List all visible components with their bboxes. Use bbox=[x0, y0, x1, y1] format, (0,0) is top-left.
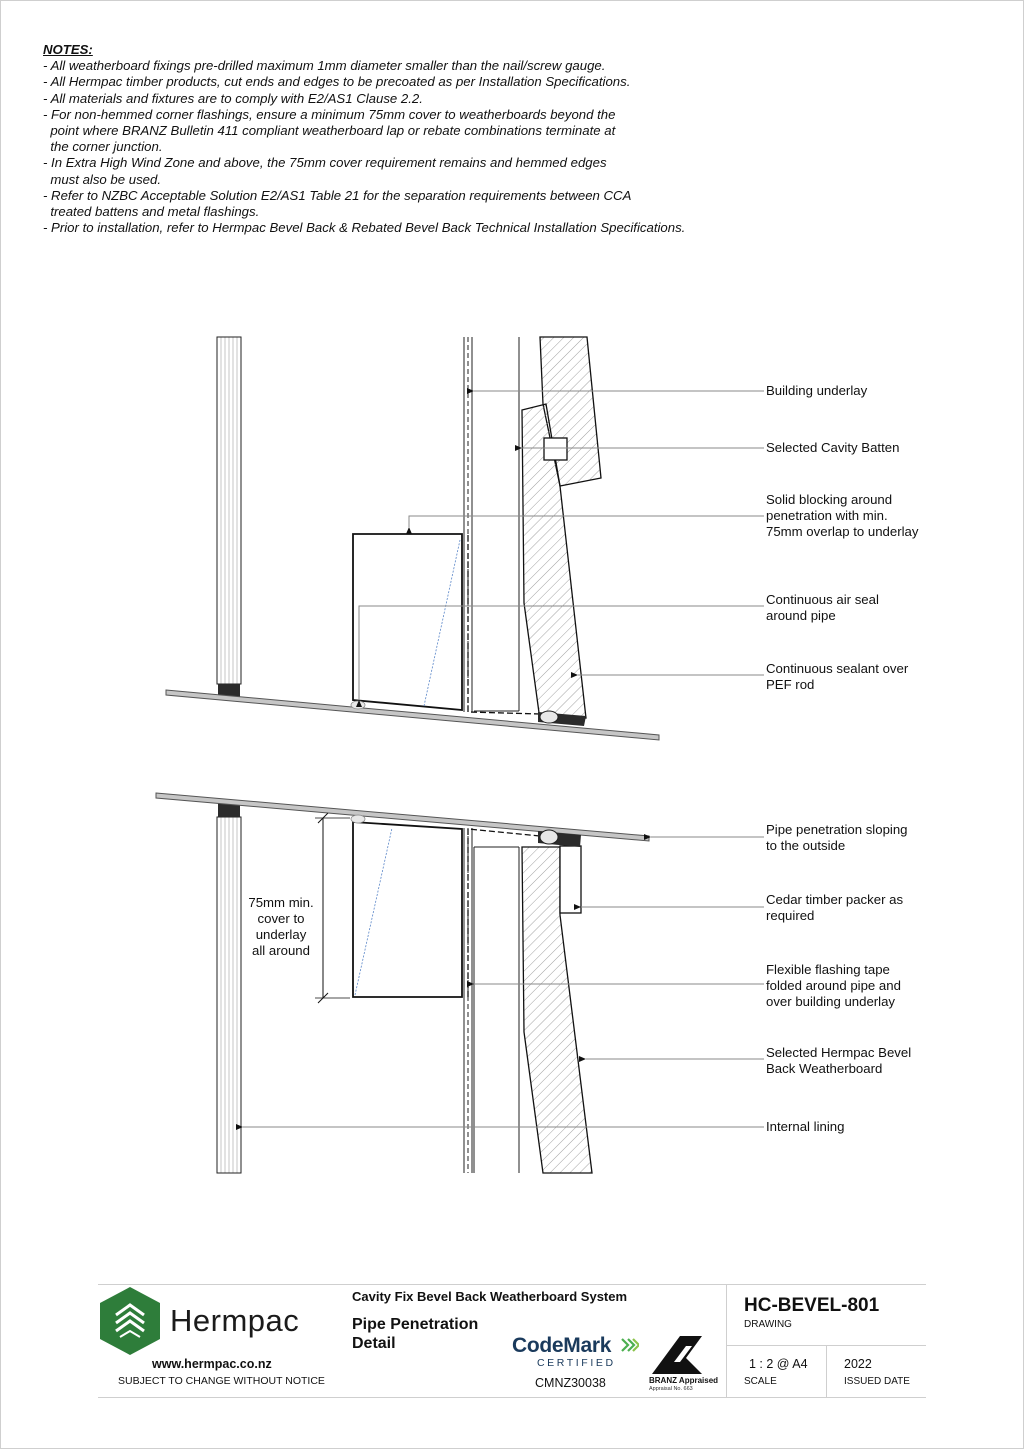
label-pipe-slope: Pipe penetration sloping to the outside bbox=[766, 822, 908, 853]
codemark-arrows-icon bbox=[621, 1337, 639, 1353]
note-line: - All weatherboard fixings pre-drilled maximum 1mm diameter smaller than the nail/screw gauge. bbox=[43, 58, 606, 74]
cavity-batten bbox=[544, 438, 567, 460]
issued-date-label: ISSUED DATE bbox=[844, 1376, 910, 1387]
hermpac-logo-icon bbox=[98, 1285, 162, 1357]
note-line: treated battens and metal flashings. bbox=[43, 204, 260, 220]
label-cavity-batten: Selected Cavity Batten bbox=[766, 440, 900, 455]
cover-dimension bbox=[315, 813, 350, 1003]
label-weatherboard: Selected Hermpac Bevel Back Weatherboard bbox=[766, 1045, 912, 1076]
branz-number: Appraisal No. 663 bbox=[649, 1386, 693, 1392]
label-building-underlay: Building underlay bbox=[766, 383, 868, 398]
note-line: - All Hermpac timber products, cut ends and edges to be precoated as per Installation Specifications. bbox=[43, 74, 631, 90]
internal-lining bbox=[217, 337, 241, 1173]
system-title: Cavity Fix Bevel Back Weatherboard System bbox=[352, 1289, 628, 1304]
drawing-number-label: DRAWING bbox=[744, 1319, 792, 1330]
leader-lines bbox=[243, 391, 764, 1127]
note-line: - In Extra High Wind Zone and above, the 75mm cover requirement remains and hemmed edges bbox=[43, 155, 607, 171]
scale-value: 1 : 2 @ A4 bbox=[749, 1357, 808, 1371]
label-air-seal: Continuous air seal around pipe bbox=[766, 592, 879, 623]
cert-number: CMNZ30038 bbox=[535, 1376, 606, 1390]
note-line: - Refer to NZBC Acceptable Solution E2/AS1 Table 21 for the separation requirements between CCA bbox=[43, 187, 632, 203]
note-line: - Prior to installation, refer to Hermpac Bevel Back & Rebated Bevel Back Technical Installation Specifications. bbox=[43, 220, 686, 236]
label-flashing-tape: Flexible flashing tape folded around pipe and over building underlay bbox=[766, 962, 901, 1009]
title-block-cell-divider bbox=[826, 1345, 827, 1397]
label-internal-lining: Internal lining bbox=[766, 1119, 845, 1134]
label-cover-dimension: 75mm min. cover to underlay all around bbox=[248, 895, 314, 958]
brand-name: Hermpac bbox=[170, 1303, 300, 1338]
label-solid-blocking: Solid blocking around penetration with min. 75mm overlap to underlay bbox=[766, 492, 919, 539]
weatherboard bbox=[522, 337, 601, 1173]
title-block-top-rule bbox=[98, 1284, 926, 1285]
title-block-bottom-rule bbox=[98, 1397, 926, 1398]
notes-title: NOTES: bbox=[43, 42, 93, 57]
label-sealant: Continuous sealant over PEF rod bbox=[766, 661, 909, 692]
note-line: point where BRANZ Bulletin 411 compliant weatherboard lap or rebate combinations terminate at bbox=[43, 123, 616, 139]
website-link[interactable]: www.hermpac.co.nz bbox=[152, 1357, 272, 1371]
solid-blocking bbox=[353, 534, 462, 997]
drawing-number: HC-BEVEL-801 bbox=[744, 1295, 880, 1316]
branz-logo-icon bbox=[650, 1332, 708, 1376]
note-line: - All materials and fixtures are to comply with E2/AS1 Clause 2.2. bbox=[43, 90, 423, 106]
branz-title: BRANZ Appraised bbox=[649, 1376, 719, 1385]
note-line: the corner junction. bbox=[43, 139, 163, 155]
codemark-certified: CERTIFIED bbox=[537, 1357, 616, 1369]
issued-date-value: 2022 bbox=[844, 1357, 872, 1371]
cedar-packer bbox=[560, 846, 581, 913]
note-line: - For non-hemmed corner flashings, ensure a minimum 75mm cover to weatherboards beyond the bbox=[43, 106, 616, 122]
building-underlay bbox=[464, 337, 472, 1173]
label-cedar-packer: Cedar timber packer as required bbox=[766, 892, 904, 923]
codemark-logo: CodeMark bbox=[512, 1334, 612, 1357]
drawing-title: Pipe Penetration Detail bbox=[352, 1316, 479, 1352]
cavity bbox=[474, 337, 519, 1173]
note-line: must also be used. bbox=[43, 171, 162, 187]
disclaimer: SUBJECT TO CHANGE WITHOUT NOTICE bbox=[118, 1375, 325, 1387]
scale-label: SCALE bbox=[744, 1376, 777, 1387]
title-block-divider bbox=[726, 1284, 727, 1397]
